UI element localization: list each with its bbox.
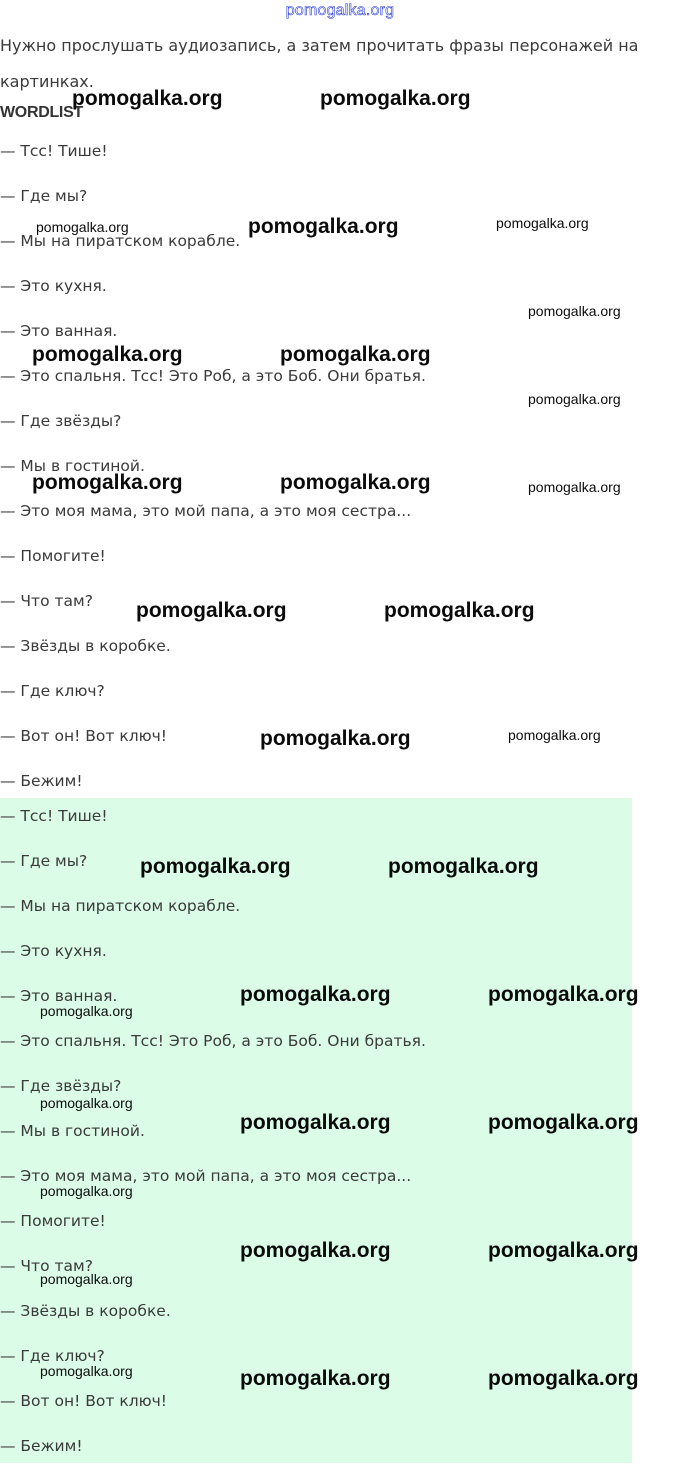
watermark: pomogalka.org bbox=[32, 343, 183, 366]
watermark: pomogalka.org bbox=[496, 215, 589, 231]
phrase-item: — Вот он! Вот ключ! bbox=[0, 727, 168, 745]
phrase-item: — Где звёзды? bbox=[0, 412, 122, 430]
watermark: pomogalka.org bbox=[528, 303, 621, 319]
watermark: pomogalka.org bbox=[40, 1003, 133, 1019]
watermark: pomogalka.org bbox=[280, 343, 431, 366]
phrase-item: — Помогите! bbox=[0, 547, 106, 565]
phrase-item: — Где ключ? bbox=[0, 682, 105, 700]
watermark: pomogalka.org bbox=[248, 215, 399, 238]
phrase-item: — Это ванная. bbox=[0, 322, 118, 340]
watermark: pomogalka.org bbox=[488, 983, 639, 1006]
phrase-item: — Это моя мама, это мой папа, а это моя сестра... bbox=[0, 502, 412, 520]
phrase-item: — Звёзды в коробке. bbox=[0, 637, 171, 655]
watermark: pomogalka.org bbox=[140, 855, 291, 878]
highlighted-phrase-item: — Тсс! Тише! bbox=[0, 807, 108, 825]
wordlist-heading: WORDLIST bbox=[0, 104, 83, 121]
watermark: pomogalka.org bbox=[40, 1271, 133, 1287]
watermark: pomogalka.org bbox=[240, 1239, 391, 1262]
highlighted-phrase-item: — Это моя мама, это мой папа, а это моя сестра... bbox=[0, 1167, 412, 1185]
watermark: pomogalka.org bbox=[488, 1239, 639, 1262]
watermark: pomogalka.org bbox=[240, 1367, 391, 1390]
highlighted-phrase-item: — Это кухня. bbox=[0, 942, 107, 960]
phrase-item: — Мы на пиратском корабле. bbox=[0, 232, 241, 250]
highlighted-phrase-item: — Где ключ? bbox=[0, 1347, 105, 1365]
watermark: pomogalka.org bbox=[40, 1095, 133, 1111]
phrase-item: — Что там? bbox=[0, 592, 93, 610]
phrase-item: — Это спальня. Тсс! Это Роб, а это Боб. Они братья. bbox=[0, 367, 426, 385]
watermark: pomogalka.org bbox=[36, 219, 129, 235]
highlighted-phrase-item: — Звёзды в коробке. bbox=[0, 1302, 171, 1320]
phrase-item: — Бежим! bbox=[0, 772, 83, 790]
highlighted-phrase-item: — Мы в гостиной. bbox=[0, 1122, 145, 1140]
watermark: pomogalka.org bbox=[384, 599, 535, 622]
highlighted-phrase-item: — Бежим! bbox=[0, 1437, 83, 1455]
watermark: pomogalka.org bbox=[320, 87, 471, 110]
watermark: pomogalka.org bbox=[240, 1111, 391, 1134]
site-header-logo[interactable]: pomogalka.org bbox=[285, 2, 395, 19]
phrase-item: — Тсс! Тише! bbox=[0, 142, 108, 160]
phrase-item: — Мы в гостиной. bbox=[0, 457, 145, 475]
highlighted-phrase-item: — Вот он! Вот ключ! bbox=[0, 1392, 168, 1410]
phrase-item: — Это кухня. bbox=[0, 277, 107, 295]
highlighted-phrase-item: — Мы на пиратском корабле. bbox=[0, 897, 241, 915]
watermark: pomogalka.org bbox=[136, 599, 287, 622]
watermark: pomogalka.org bbox=[260, 727, 411, 750]
watermark: pomogalka.org bbox=[528, 391, 621, 407]
instructions-text: Нужно прослушать аудиозапись, а затем прочитать фразы персонажей на картинках. bbox=[0, 36, 639, 91]
watermark: pomogalka.org bbox=[40, 1363, 133, 1379]
watermark: pomogalka.org bbox=[388, 855, 539, 878]
highlighted-phrase-item: — Где мы? bbox=[0, 852, 88, 870]
watermark: pomogalka.org bbox=[40, 1183, 133, 1199]
highlighted-phrase-item: — Где звёзды? bbox=[0, 1077, 122, 1095]
watermark: pomogalka.org bbox=[72, 87, 223, 110]
highlighted-phrase-item: — Что там? bbox=[0, 1257, 93, 1275]
phrase-item: — Где мы? bbox=[0, 187, 88, 205]
highlighted-phrase-item: — Помогите! bbox=[0, 1212, 106, 1230]
watermark: pomogalka.org bbox=[240, 983, 391, 1006]
watermark: pomogalka.org bbox=[280, 471, 431, 494]
watermark: pomogalka.org bbox=[508, 727, 601, 743]
watermark: pomogalka.org bbox=[488, 1367, 639, 1390]
watermark: pomogalka.org bbox=[488, 1111, 639, 1134]
highlighted-phrase-item: — Это ванная. bbox=[0, 987, 118, 1005]
highlighted-phrase-item: — Это спальня. Тсс! Это Роб, а это Боб. Они братья. bbox=[0, 1032, 426, 1050]
watermark: pomogalka.org bbox=[528, 479, 621, 495]
watermark: pomogalka.org bbox=[32, 471, 183, 494]
